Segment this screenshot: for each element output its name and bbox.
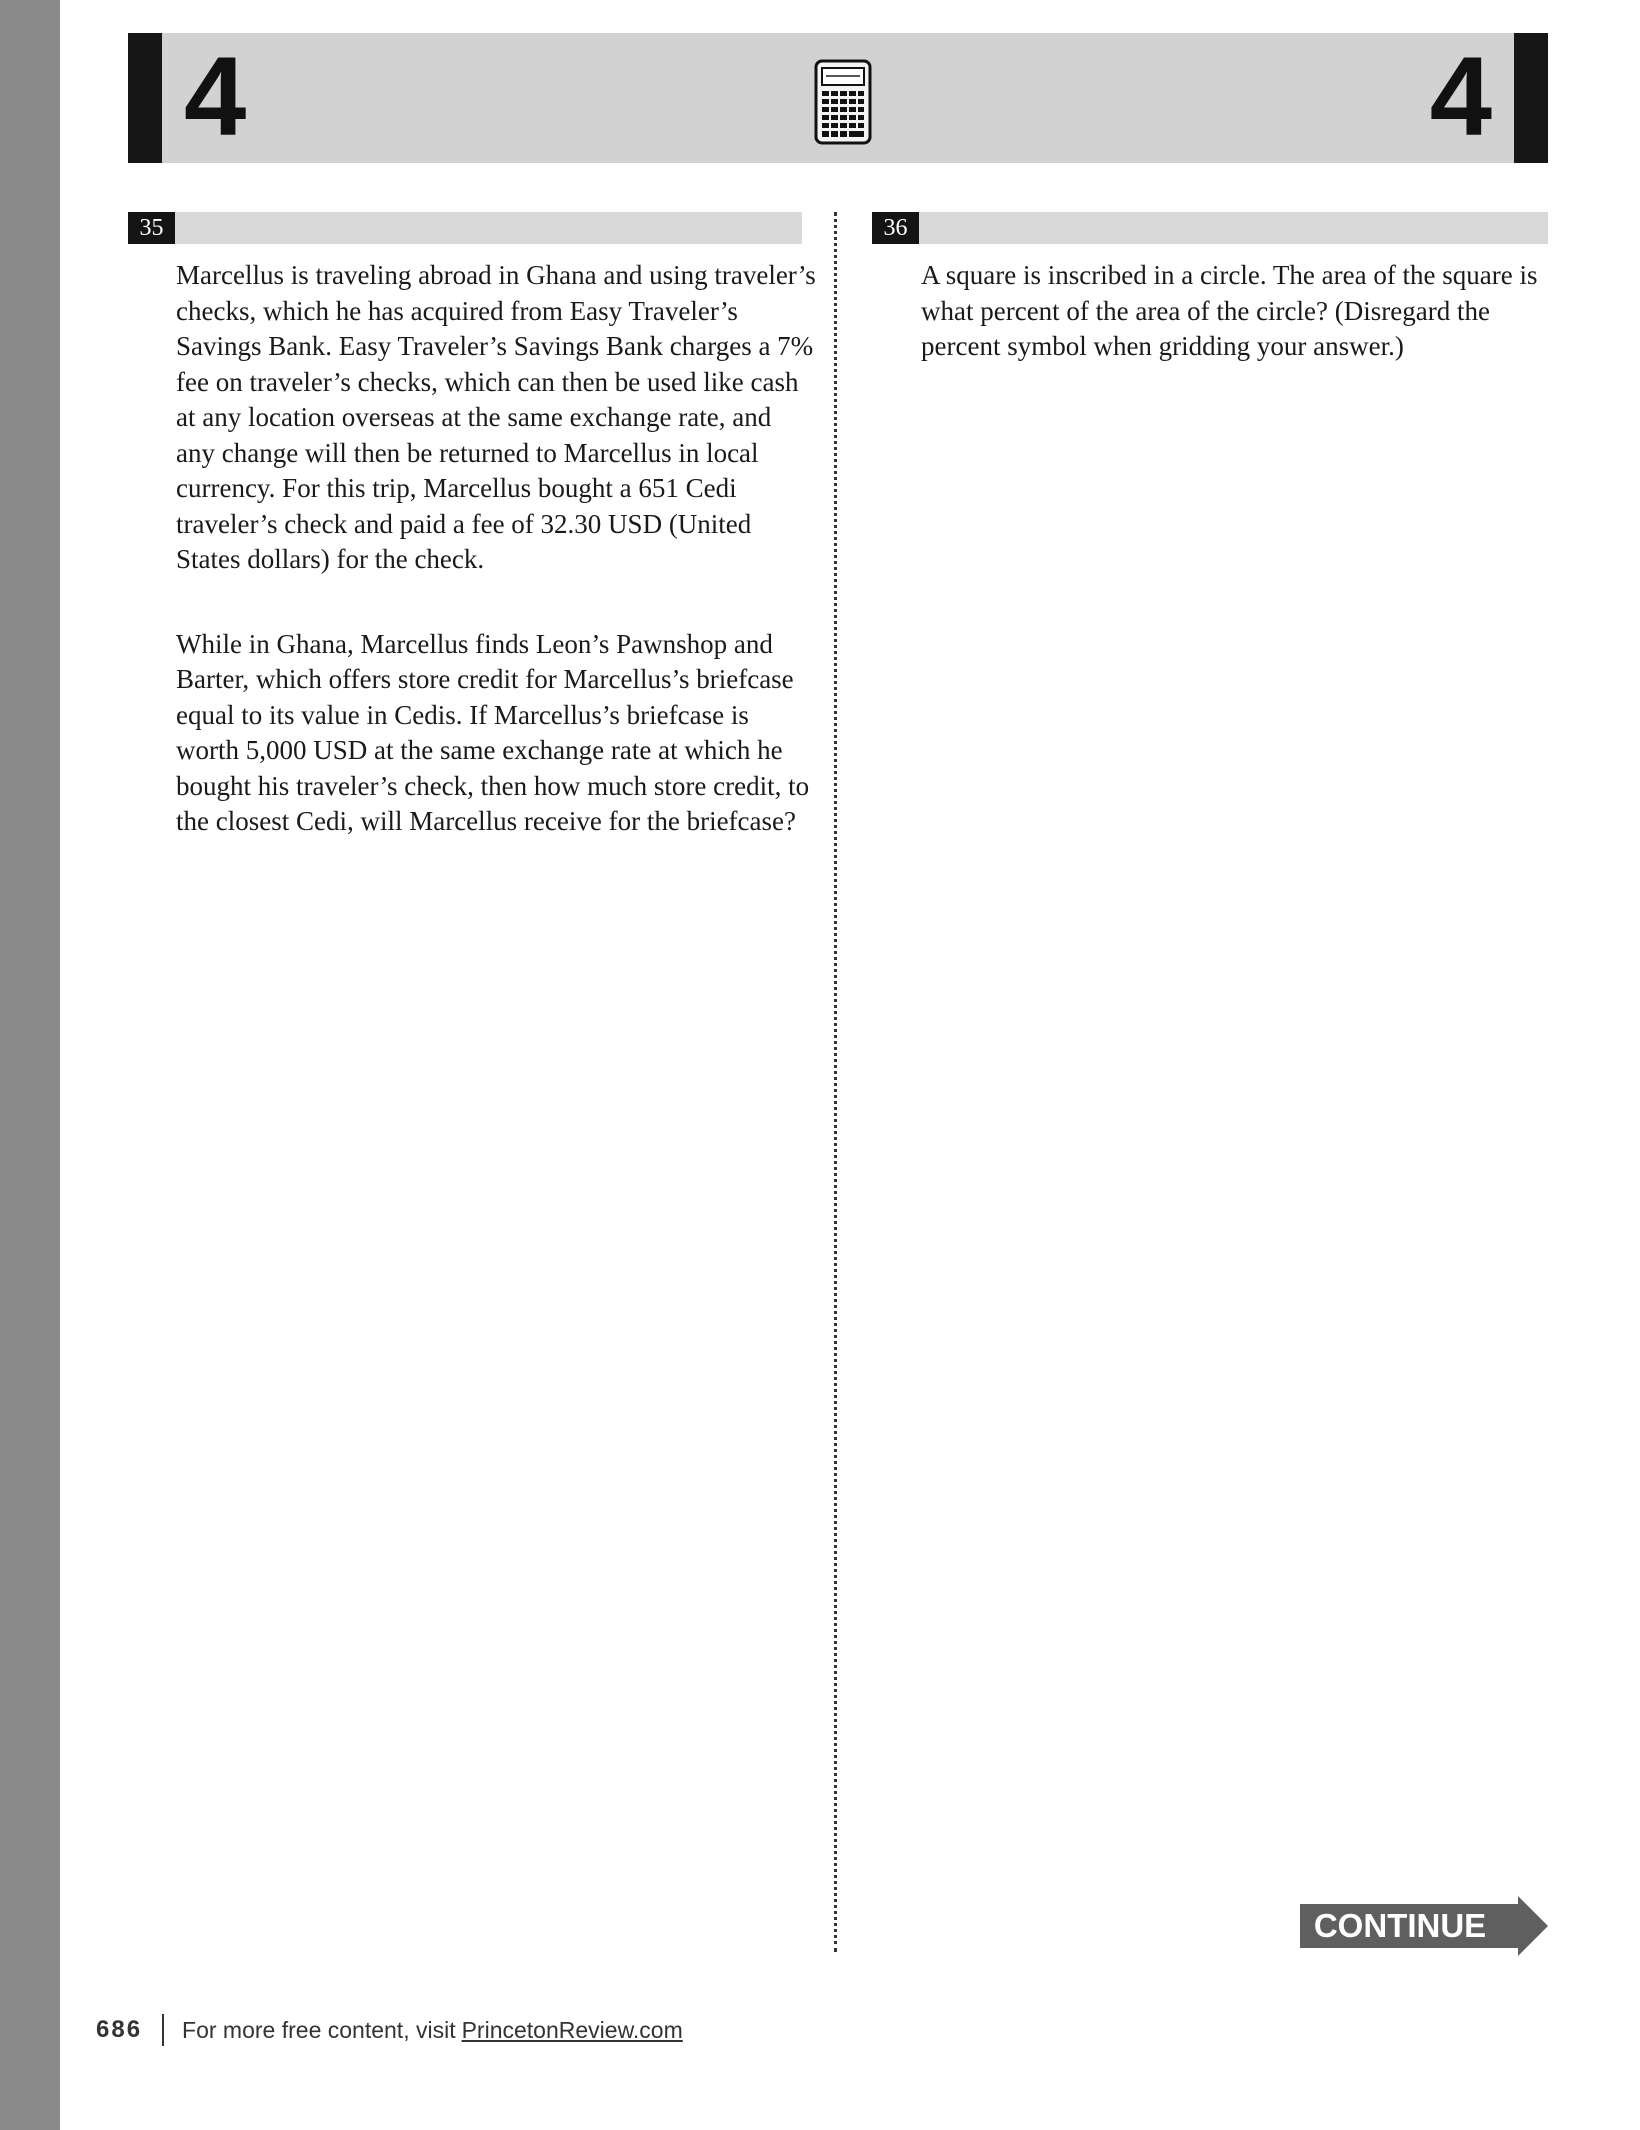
question-number: 35 (128, 212, 175, 244)
column-divider (834, 212, 837, 1952)
question-36-header (872, 212, 1548, 244)
question-number: 36 (872, 212, 919, 244)
footer-link[interactable]: PrincetonReview.com (461, 2016, 683, 2043)
continue-label: CONTINUE (1313, 1907, 1487, 1944)
question-36-text (921, 258, 1551, 365)
question-paragraph: Marcellus is traveling abroad in Ghana and using traveler’s checks, which he has acquired from Easy Traveler’s Savings Bank. Easy Traveler’s Savings Bank charges a 7% fee on traveler’s checks, which can then be used like cash at any location overseas at the same exchange rate, and any change will then be returned to Marcellus in local currency. For this trip, Marcellus bought a 651 Cedi traveler’s check and paid a fee of 32.30 USD (United States dollars) for the check. (176, 260, 816, 574)
left-margin-strip (0, 0, 60, 2130)
question-paragraph: While in Ghana, Marcellus finds Leon’s Pawnshop and Barter, which offers store credit for Marcellus’s briefcase equal to its value in Cedis. If Marcellus’s briefcase is worth 5,000 USD at the same exchange rate at which he bought his traveler’s check, then how much store credit, to the closest Cedi, will Marcellus receive for the briefcase? (176, 628, 810, 836)
footer-text: For more free content, visit (182, 2016, 456, 2043)
header-bar-right (1514, 33, 1548, 163)
page-footer (96, 2012, 683, 2048)
section-header (128, 33, 1548, 163)
section-number-right: 4 (1429, 34, 1492, 159)
footer-separator (162, 2014, 164, 2046)
section-number-left: 4 (184, 34, 247, 159)
question-35-text (176, 258, 816, 840)
question-paragraph: A square is inscribed in a circle. The area of the square is what percent of the area of the circle? (Disregard the percent symbol when gridding your answer.) (921, 260, 1538, 361)
header-bar-left (128, 33, 162, 163)
page-number: 686 (96, 2016, 143, 2043)
continue-badge (1300, 1896, 1548, 1956)
question-35-header (128, 212, 802, 244)
calculator-icon (814, 59, 872, 145)
